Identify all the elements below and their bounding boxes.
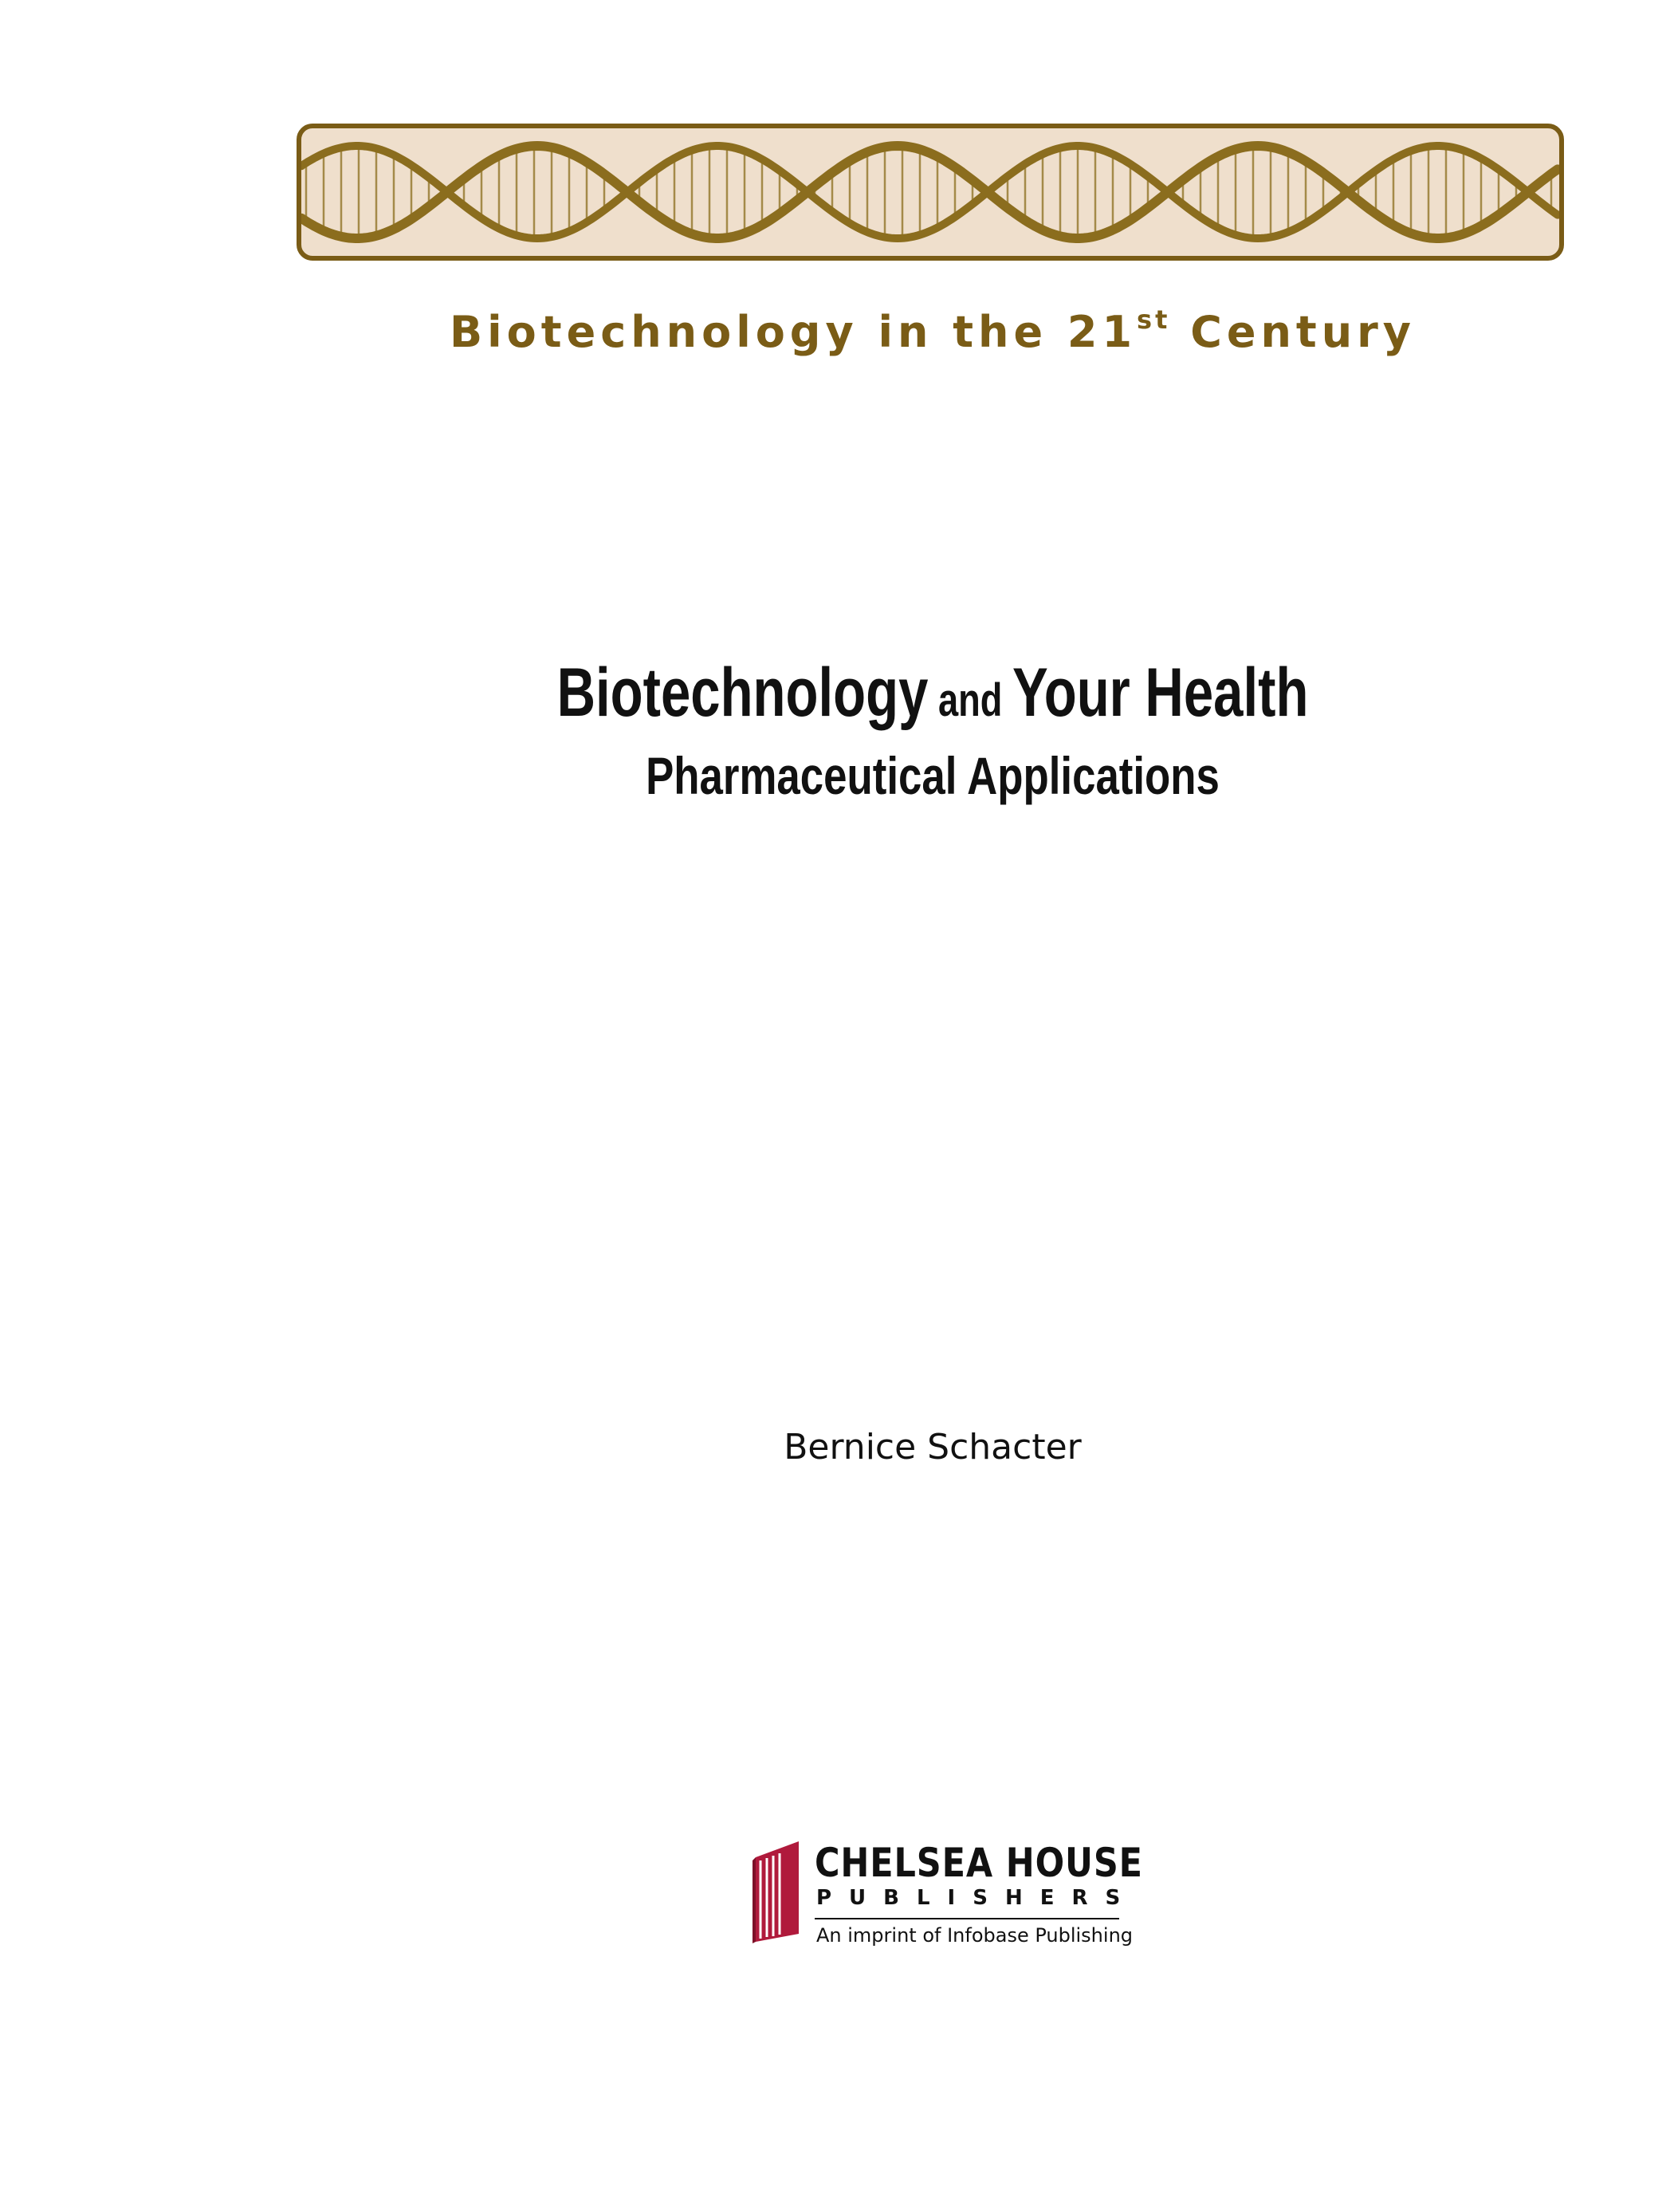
series-title: Biotechnology in the 21st Century	[450, 304, 1416, 357]
book-subtitle: Pharmaceutical Applications	[646, 746, 1220, 805]
publisher-subname: PUBLISHERS	[816, 1886, 1138, 1910]
dna-helix-banner	[297, 124, 1564, 261]
publisher-imprint: An imprint of Infobase Publishing	[816, 1924, 1134, 1947]
author-name: Bernice Schacter	[784, 1427, 1082, 1467]
book-spine-icon	[749, 1840, 801, 1943]
publisher-name: CHELSEA HOUSE	[815, 1840, 1143, 1886]
dna-helix-icon	[301, 128, 1559, 256]
publisher-divider	[815, 1918, 1119, 1919]
book-title: Biotechnology and Your Health	[556, 654, 1309, 731]
publisher-logo	[749, 1840, 1143, 1951]
